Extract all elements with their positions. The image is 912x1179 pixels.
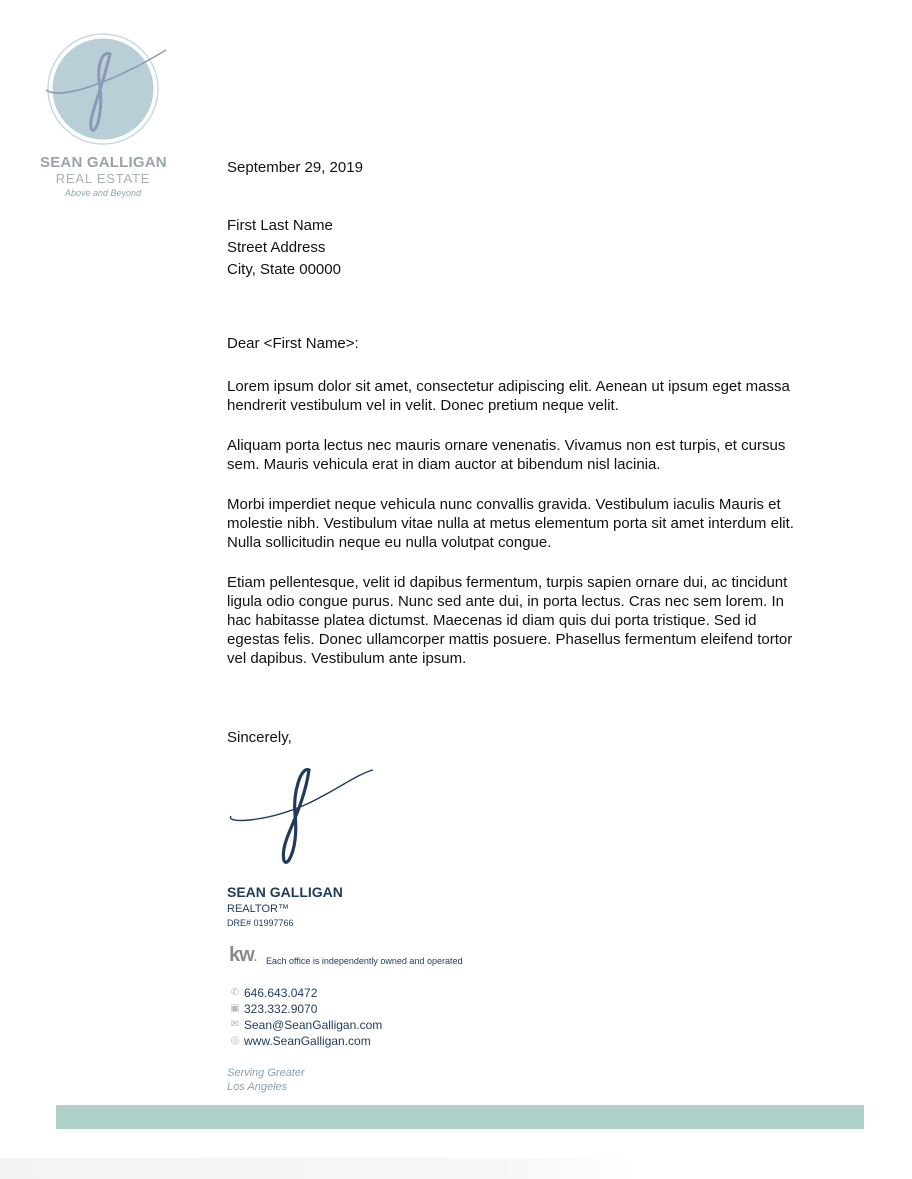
service-area-line-2: Los Angeles xyxy=(227,1081,288,1093)
contact-website xyxy=(229,1033,382,1049)
recipient-address xyxy=(227,215,341,281)
contact-fax xyxy=(229,1001,382,1017)
page-edge-shadow xyxy=(0,1158,912,1179)
handwritten-signature xyxy=(227,764,377,866)
brokerage-note: Each office is independently owned and operated xyxy=(266,956,463,966)
paragraph-2: Aliquam porta lectus nec mauris ornare venenatis. Vivamus non est turpis, et cursus sem. Mauris vehicula erat in diam auctor at bibendum nisl lacinia. xyxy=(227,437,786,473)
kw-logo-text: kw xyxy=(229,944,254,966)
contact-list xyxy=(229,985,382,1049)
mail-icon: ✉ xyxy=(230,1019,240,1030)
logo-monogram-icon xyxy=(40,32,170,152)
fax-icon: ▣ xyxy=(230,1003,240,1014)
email-address: Sean@SeanGalligan.com xyxy=(244,1018,383,1032)
logo-tagline: Above and Beyond xyxy=(64,188,142,198)
phone-icon: ✆ xyxy=(230,987,240,998)
globe-icon: ◎ xyxy=(230,1035,240,1046)
recipient-street: Street Address xyxy=(227,239,326,256)
recipient-name: First Last Name xyxy=(227,217,333,234)
signer-title: REALTOR™ xyxy=(227,903,289,915)
website-url: www.SeanGalligan.com xyxy=(244,1034,371,1048)
service-area-line-1: Serving Greater xyxy=(227,1067,305,1079)
kw-logo-icon: kw. xyxy=(229,944,258,966)
closing: Sincerely, xyxy=(227,729,292,746)
phone-number: 646.643.0472 xyxy=(244,986,318,1000)
paragraph-4: Etiam pellentesque, velit id dapibus fermentum, turpis sapien ornare dui, ac tincidunt ligula odio congue purus. Nunc sed ante dui, in porta lectus. Cras nec sem lorem. In hac habitasse platea dictumst. Maecenas id diam quis dui porta tristique. Sed id egestas felis. Donec ullamcorper mattis posuere. Phasellus fermentum eleifend tortor vel dapibus. Vestibulum ante ipsum. xyxy=(227,574,793,667)
paragraph-1: Lorem ipsum dolor sit amet, consectetur adipiscing elit. Aenean ut ipsum eget massa hendrerit vestibulum vel in velit. Donec pretium neque velit. xyxy=(227,378,790,414)
salutation: Dear <First Name>: xyxy=(227,335,359,352)
license-number: DRE# 01997766 xyxy=(227,918,294,928)
footer-bar xyxy=(56,1105,864,1129)
signer-name: SEAN GALLIGAN xyxy=(227,884,343,900)
logo-subtitle: REAL ESTATE xyxy=(55,171,151,186)
recipient-city: City, State 00000 xyxy=(227,261,341,278)
contact-phone xyxy=(229,985,382,1001)
fax-number: 323.332.9070 xyxy=(244,1002,318,1016)
paragraph-3: Morbi imperdiet neque vehicula nunc convallis gravida. Vestibulum iaculis Mauris et molestie nibh. Vestibulum vitae nulla at metus elementum porta sit amet interdum elit. Nulla sollicitudin neque eu nulla volutpat congue. xyxy=(227,496,794,551)
logo-company-name: SEAN GALLIGAN xyxy=(40,154,167,171)
contact-email xyxy=(229,1017,382,1033)
service-area xyxy=(227,1066,305,1094)
letter-date: September 29, 2019 xyxy=(227,159,363,176)
